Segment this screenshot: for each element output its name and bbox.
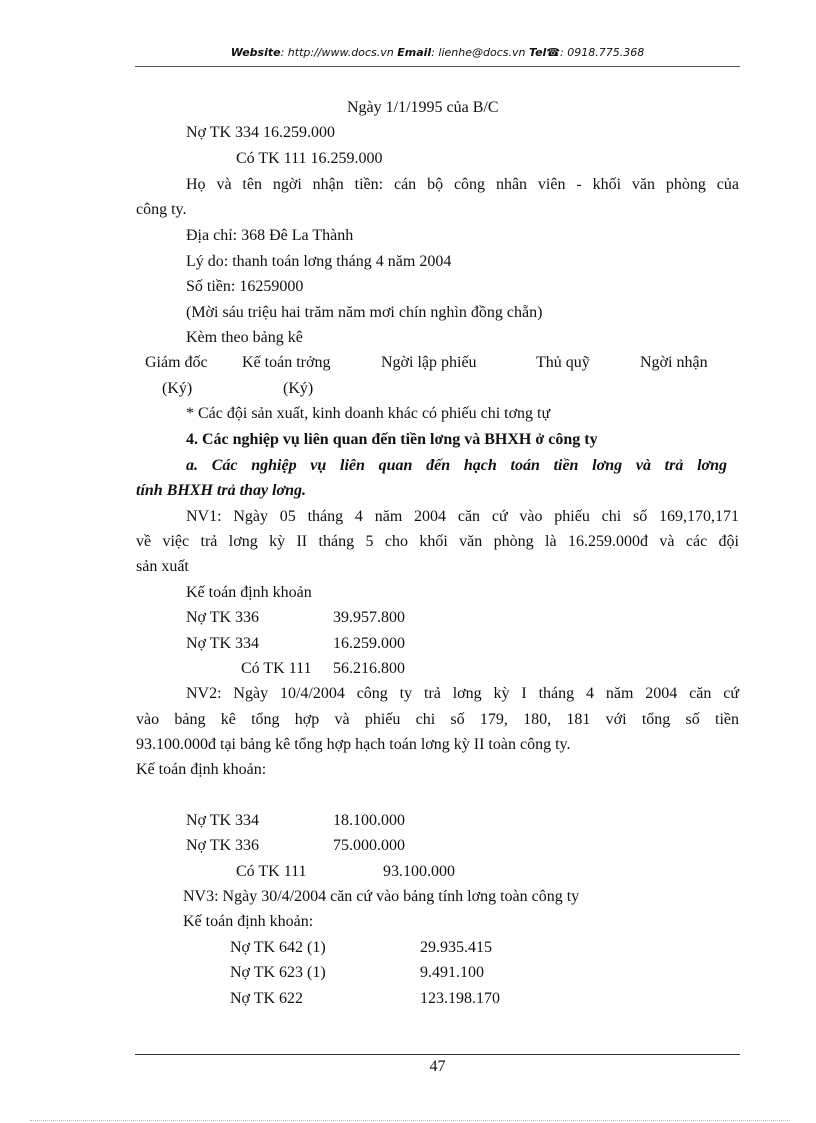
entry-heading-2: Kế toán định khoản: <box>136 761 267 778</box>
sig-giam-doc: Giám đốc <box>145 354 208 371</box>
sig-ke-toan-truong: Kế toán trởng <box>242 354 331 371</box>
entry2-account-1: Nợ TK 334 <box>186 812 260 829</box>
entry3-amount-1: 29.935.415 <box>420 939 492 956</box>
entry2-account-2: Nợ TK 336 <box>186 837 260 854</box>
page-header <box>135 46 740 66</box>
tel-value: : 0918.775.368 <box>560 46 645 59</box>
subsection-heading: a. Các nghiệp vụ liên quan đến hạch toán tiền lơng và trả lơng <box>186 457 727 474</box>
phone-icon: ☎ <box>546 46 561 59</box>
entry1-account-3: Có TK 111 <box>241 660 312 677</box>
sig-ky-1: (Ký) <box>162 380 193 397</box>
entry3-account-3: Nợ TK 622 <box>230 990 304 1007</box>
entry3-account-1: Nợ TK 642 (1) <box>230 939 326 956</box>
footer-rule <box>135 1054 740 1055</box>
email-value: : lienhe@docs.vn <box>431 46 526 59</box>
attachment-line: Kèm theo bảng kê <box>186 329 303 346</box>
entry-heading-3: Kế toán định khoản: <box>183 913 314 930</box>
sig-nguoi-nhan: Ngời nhận <box>640 354 708 371</box>
nv2-line-3: 93.100.000đ tại bảng kê tổng hợp hạch toán lơng kỳ II toàn công ty. <box>136 736 571 753</box>
recipient-line-cont: công ty. <box>136 201 187 218</box>
entry1-amount-2: 16.259.000 <box>333 635 405 652</box>
entry1-account-2: Nợ TK 334 <box>186 635 260 652</box>
amount-words-line: (Mời sáu triệu hai trăm năm mơi chín nghìn đồng chẵn) <box>186 304 543 321</box>
entry1-amount-1: 39.957.800 <box>333 609 405 626</box>
section-heading: 4. Các nghiệp vụ liên quan đến tiền lơng và BHXH ở công ty <box>186 431 598 448</box>
nv1-line-2: về việc trả lơng kỳ II tháng 5 cho khối văn phòng là 16.259.000đ và các đội <box>136 533 739 550</box>
nv3-line-1: NV3: Ngày 30/4/2004 căn cứ vào bảng tính lơng toàn công ty <box>183 888 580 905</box>
sig-ky-2: (Ký) <box>283 380 314 397</box>
page-edge-dots <box>30 1120 790 1121</box>
nv1-line-3: sản xuất <box>136 558 189 575</box>
entry1-amount-3: 56.216.800 <box>333 660 405 677</box>
entry2-amount-3: 93.100.000 <box>383 863 455 880</box>
nv2-line-1: NV2: Ngày 10/4/2004 công ty trả lơng kỳ I tháng 4 năm 2004 căn cứ <box>186 685 739 702</box>
sig-thu-quy: Thủ quỹ <box>536 354 590 371</box>
reason-line: Lý do: thanh toán lơng tháng 4 năm 2004 <box>186 253 452 270</box>
credit-line: Có TK 111 16.259.000 <box>236 150 383 167</box>
entry2-account-3: Có TK 111 <box>236 863 307 880</box>
recipient-line: Họ và tên ngời nhận tiền: cán bộ công nhân viên - khối văn phòng của <box>186 176 739 193</box>
subsection-heading-cont: tính BHXH trả thay lơng. <box>136 482 306 499</box>
entry3-amount-3: 123.198.170 <box>420 990 500 1007</box>
entry3-amount-2: 9.491.100 <box>420 964 484 981</box>
entry2-amount-1: 18.100.000 <box>333 812 405 829</box>
date-line: Ngày 1/1/1995 của B/C <box>347 99 499 116</box>
nv2-line-2: vào bảng kê tổng hợp và phiếu chi số 179, 180, 181 với tổng số tiền <box>136 711 739 728</box>
header-rule <box>135 66 740 67</box>
page-number: 47 <box>429 1058 446 1075</box>
debit-line: Nợ TK 334 16.259.000 <box>186 124 336 141</box>
website-label: Website <box>230 46 281 59</box>
entry1-account-1: Nợ TK 336 <box>186 609 260 626</box>
nv1-line-1: NV1: Ngày 05 tháng 4 năm 2004 căn cứ vào phiếu chi số 169,170,171 <box>186 508 739 525</box>
entry-heading-1: Kế toán định khoản <box>186 584 312 601</box>
sig-nguoi-lap: Ngời lập phiếu <box>381 354 477 371</box>
amount-line: Số tiền: 16259000 <box>186 278 304 295</box>
other-teams-note: * Các đội sản xuất, kinh doanh khác có phiếu chi tơng tự <box>186 405 551 422</box>
entry2-amount-2: 75.000.000 <box>333 837 405 854</box>
address-line: Địa chỉ: 368 Đê La Thành <box>186 227 354 244</box>
website-value: : http://www.docs.vn <box>280 46 394 59</box>
email-label: Email <box>397 46 432 59</box>
tel-label: Tel <box>528 46 547 59</box>
entry3-account-2: Nợ TK 623 (1) <box>230 964 326 981</box>
